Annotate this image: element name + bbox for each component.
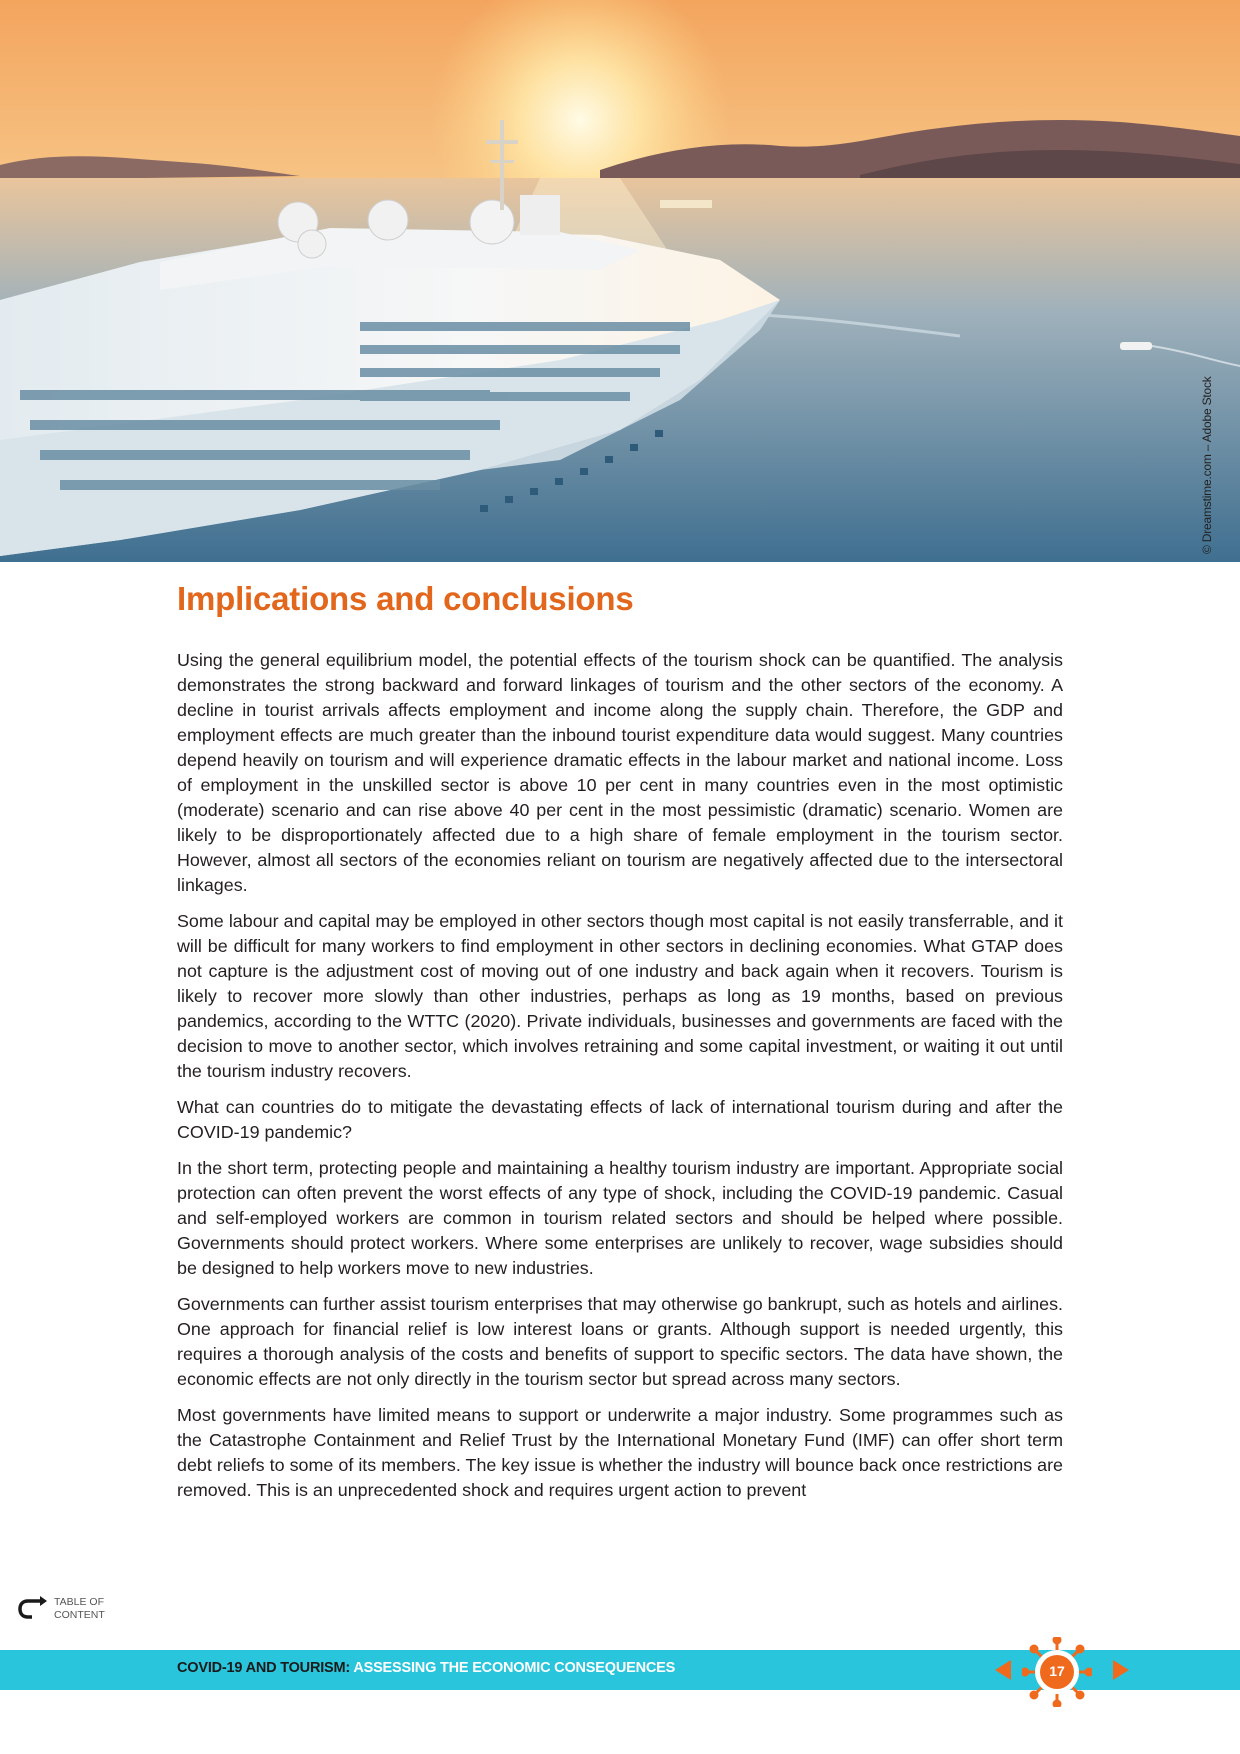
page-number: 17 [1049, 1663, 1065, 1679]
paragraph: Some labour and capital may be employed in other sectors though most capital is not easily transferrable, and it will be difficult for many workers to find employment in other sectors in declining economies. What GTAP does not capture is the adjustment cost of moving out of one industry and back again when it recovers. Tourism is likely to recover more slowly than other industries, perhaps as long as 19 months, based on previous pandemics, according to the WTTC (2020). Private individuals, businesses and governments are faced with the decision to move to another sector, which involves retraining and some capital investment, or waiting it out until the tourism industry recovers. [177, 911, 1063, 1081]
paragraph: Governments can further assist tourism enterprises that may otherwise go bankrupt, such as hotels and airlines. One approach for financial relief is low interest loans or grants. Although support is needed urgently, this requires a thorough analysis of the costs and benefits of support to specific sectors. The data have shown, the economic effects are not only directly in the tourism sector but spread across many sectors. [177, 1294, 1064, 1389]
hero-photo [0, 0, 1240, 562]
next-page-button[interactable] [1112, 1659, 1130, 1681]
return-arrow-icon [18, 1596, 48, 1622]
toc-label-line2: CONTENT [54, 1609, 105, 1621]
cruise-ship-photo [0, 0, 1240, 562]
paragraph: In the short term, protecting people and maintaining a healthy tourism industry are important. Appropriate social protection can often prevent the worst effects of any type of shock, including the COVID-19 pandemic. Casual and self-employed workers are common in tourism related sectors and should be helped where possible. Governments should protect workers. Where some enterprises are unlikely to recover, wage subsidies should be designed to help workers move to new industries. [177, 1158, 1063, 1278]
table-of-content-link[interactable] [18, 1596, 105, 1622]
footer-title-bold: COVID-19 AND TOURISM: [177, 1660, 351, 1676]
triangle-left-icon [995, 1660, 1011, 1680]
previous-page-button[interactable] [994, 1659, 1012, 1681]
photo-credit: © Dreamstime.com – Adobe Stock [1200, 376, 1214, 554]
toc-label-line1: TABLE OF [54, 1596, 104, 1608]
footer-title [177, 1660, 675, 1676]
paragraph: Most governments have limited means to support or underwrite a major industry. Some programmes such as the Catastrophe Containment and Relief Trust by the International Monetary Fund (IMF) can offer short term debt reliefs to some of its members. The key issue is whether the industry will bounce back once restrictions are removed. This is an unprecedented shock and requires urgent action to prevent [177, 1405, 1063, 1500]
triangle-right-icon [1113, 1660, 1129, 1680]
footer-title-rest: ASSESSING THE ECONOMIC CONSEQUENCES [350, 1660, 676, 1676]
section-title: Implications and conclusions [177, 580, 634, 617]
paragraph: Using the general equilibrium model, the potential effects of the tourism shock can be quantified. The analysis demonstrates the strong backward and forward linkages of tourism and the other sectors of the economy. A decline in tourist arrivals affects employment and income along the supply chain. Therefore, the GDP and employment effects are much greater than the inbound tourist expenditure data would suggest. Many countries depend heavily on tourism and will experience dramatic effects in the labour market and national income. Loss of employment in the unskilled sector is above 10 per cent in many countries even in the most optimistic (moderate) scenario and can rise above 40 per cent in the most pessimistic (dramatic) scenario. Women are likely to be disproportionately affected due to a high share of female employment in the tourism sector. However, almost all sectors of the economies reliant on tourism are negatively affected due to the intersectoral linkages. [177, 650, 1063, 895]
paragraph: What can countries do to mitigate the devastating effects of lack of international tourism during and after the COVID-19 pandemic? [177, 1097, 1063, 1142]
article-body [177, 648, 1063, 1514]
